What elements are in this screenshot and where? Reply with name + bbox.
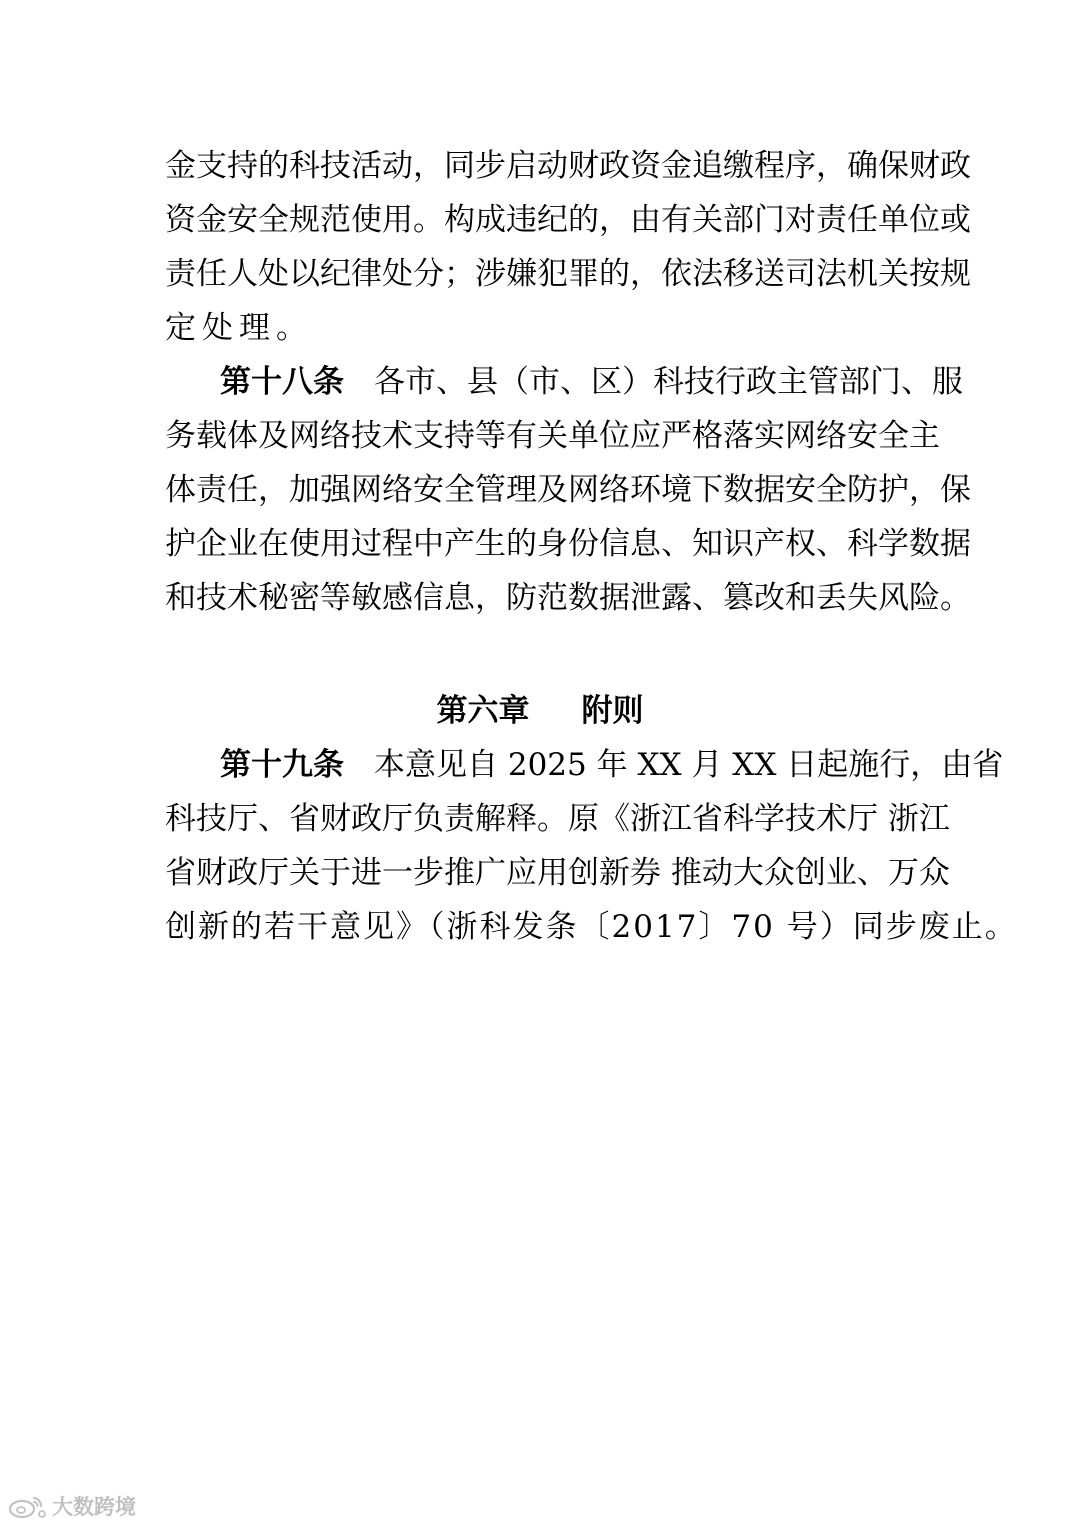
article-19-title: 第十九条 [220, 747, 344, 783]
paragraph-line: 金支持的科技活动，同步启动财政资金追缴程序，确保财政 [165, 148, 971, 184]
paragraph-line: 护企业在使用过程中产生的身份信息、知识产权、科学数据 [165, 526, 971, 562]
paragraph-line: 资金安全规范使用。构成违纪的，由有关部门对责任单位或 [165, 202, 971, 238]
chapter-number: 第六章 [436, 693, 530, 729]
article-19-first-line [220, 738, 1004, 792]
watermark-text: 大数跨境 [52, 1495, 136, 1519]
article-18-title: 第十八条 [220, 364, 344, 400]
paragraph-line: 科技厅、省财政厅负责解释。原《浙江省科学技术厅 浙江 [165, 801, 950, 837]
paragraph-line: 体责任，加强网络安全管理及网络环境下数据安全防护，保 [165, 472, 971, 508]
paragraph-line: 责任人处以纪律处分；涉嫌犯罪的，依法移送司法机关按规 [165, 256, 971, 292]
weibo-logo-icon [8, 1492, 48, 1520]
chapter-heading [0, 684, 1080, 738]
paragraph-line: 创新的若干意见》（浙科发条〔2017〕70 号）同步废止。 [165, 909, 1018, 945]
article-18-text: 各市、县（市、区）科技行政主管部门、服 [374, 364, 963, 400]
article-18-first-line [220, 355, 963, 409]
chapter-name: 附则 [581, 693, 644, 729]
paragraph-line: 和技术秘密等敏感信息，防范数据泄露、篡改和丢失风险。 [165, 580, 971, 616]
paragraph-line: 务载体及网络技术支持等有关单位应严格落实网络安全主 [165, 418, 940, 454]
article-19-text: 本意见自 2025 年 XX 月 XX 日起施行，由省 [374, 747, 1004, 783]
paragraph-line: 省财政厅关于进一步推广应用创新券 推动大众创业、万众 [165, 855, 950, 891]
watermark [8, 1491, 136, 1521]
paragraph-line: 定处理。 [165, 310, 313, 346]
